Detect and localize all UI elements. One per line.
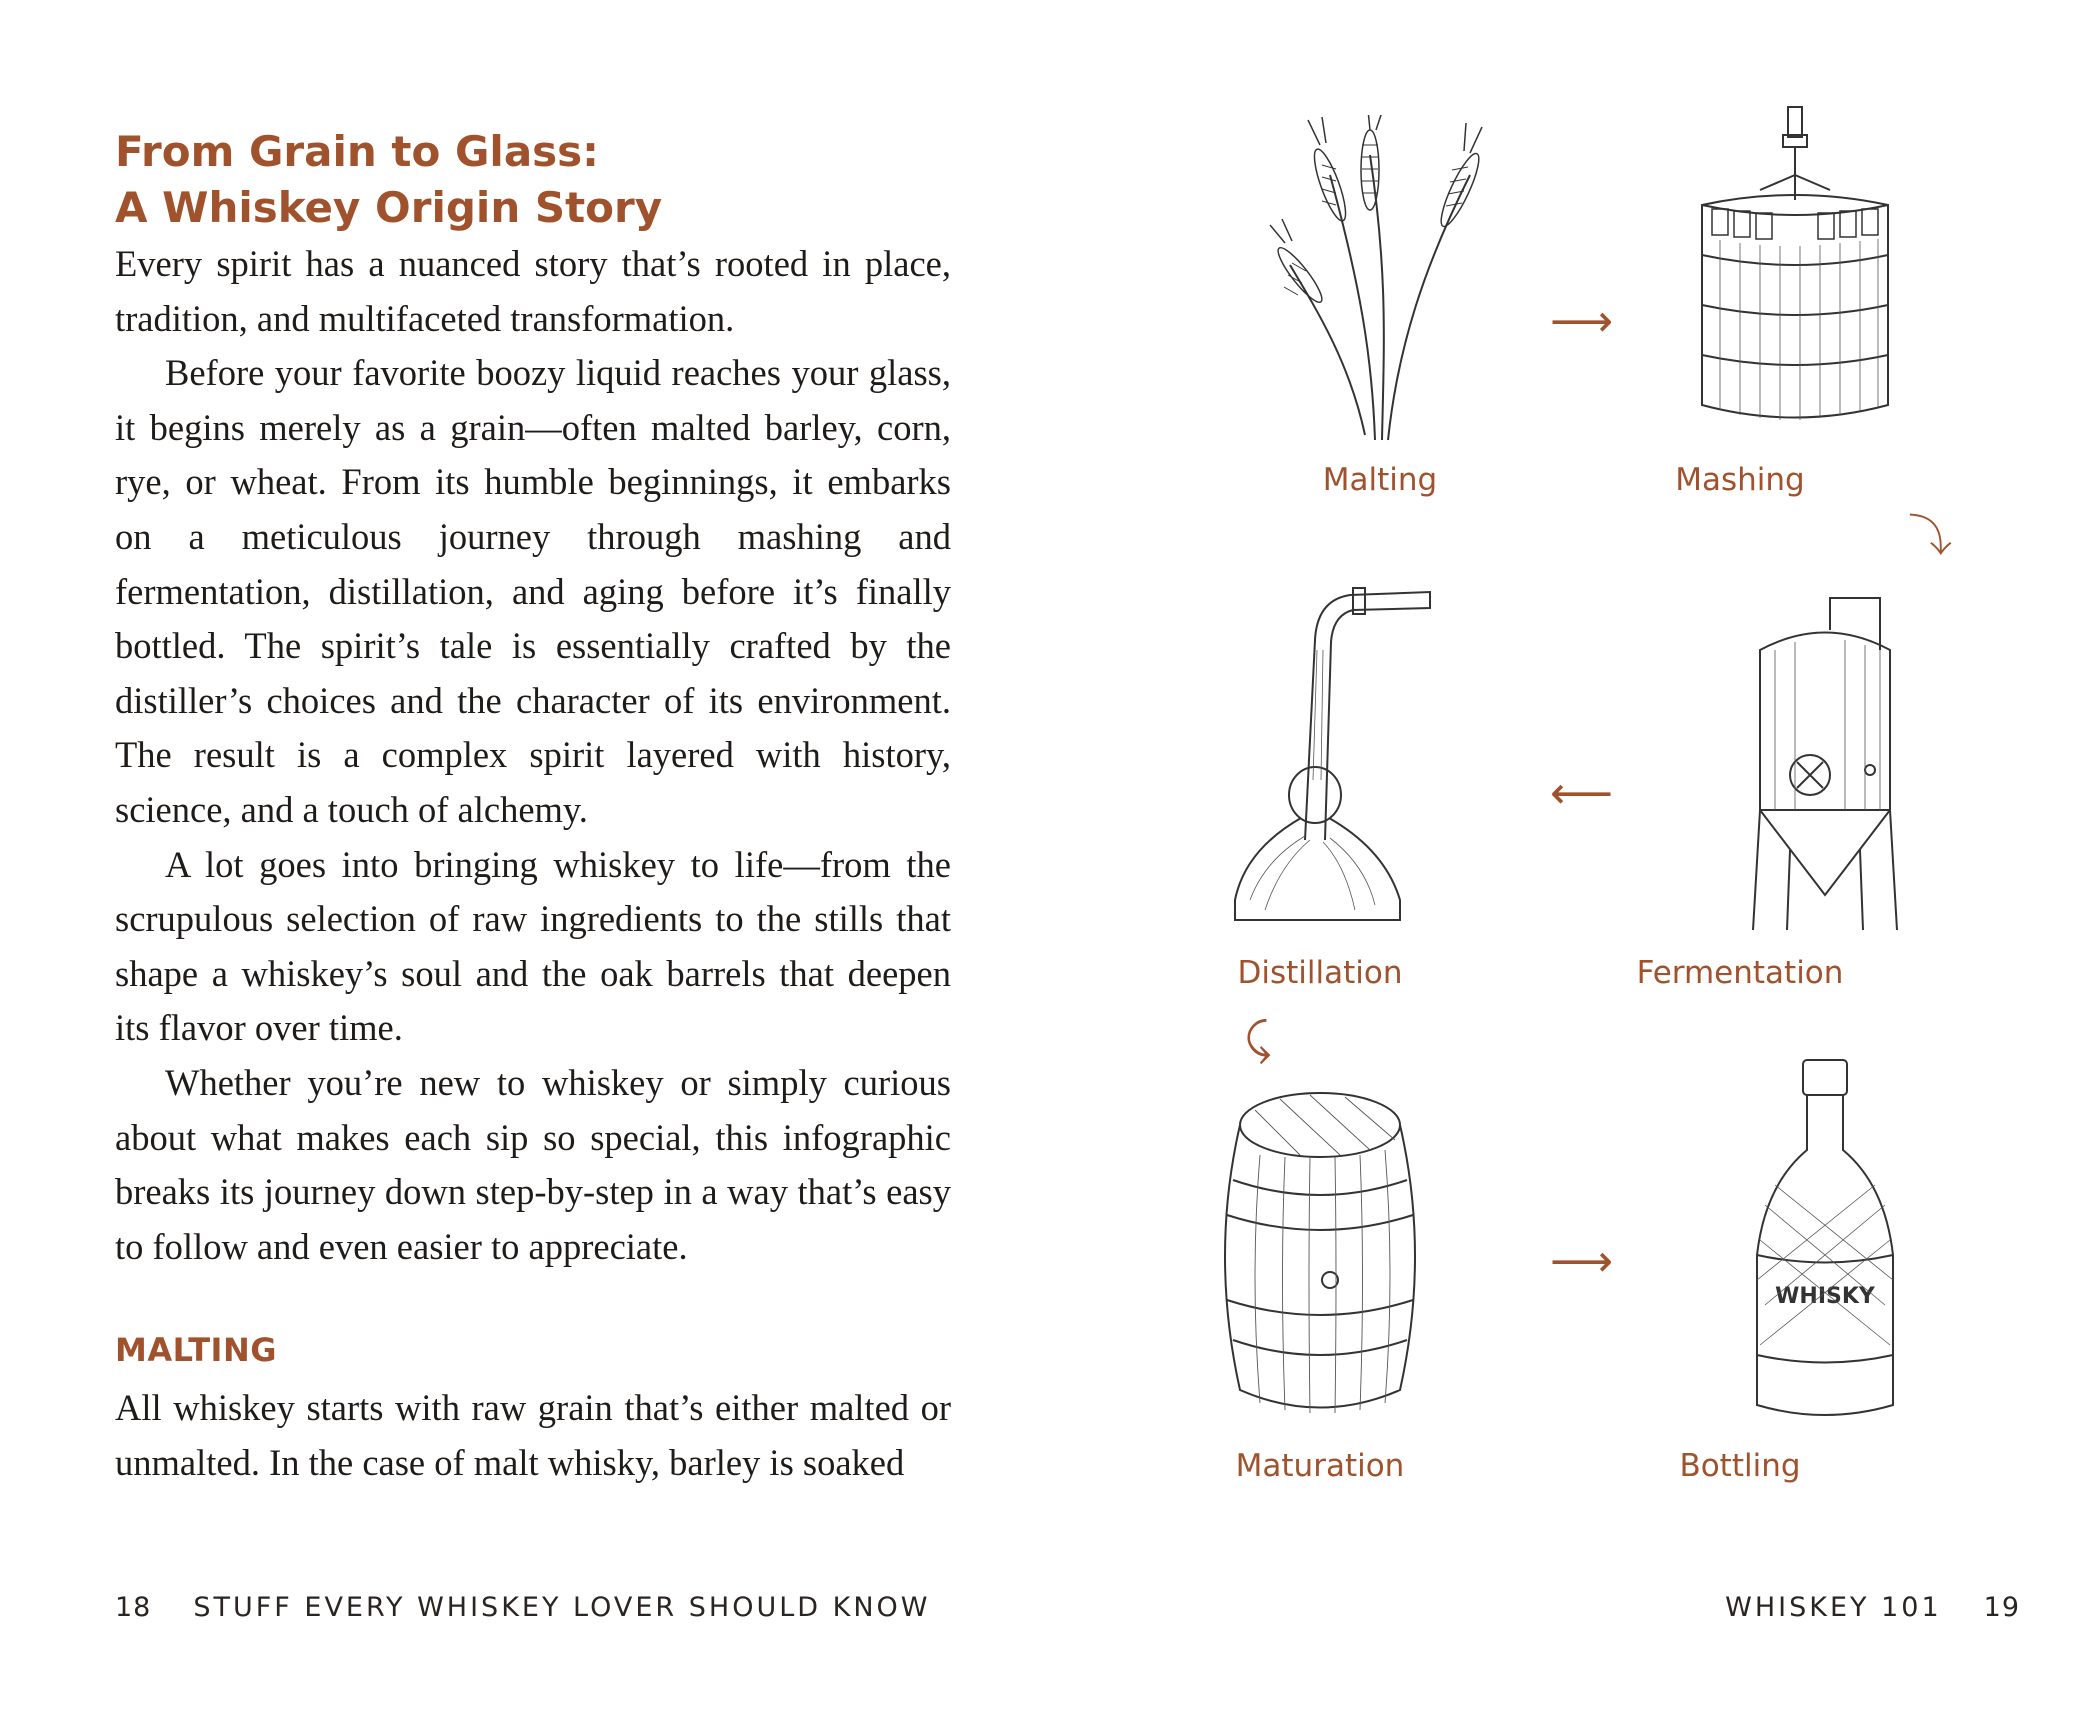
stage-malting: [1220, 115, 1540, 445]
bottle-icon: [1745, 1055, 1905, 1430]
malting-text: All whiskey starts with raw grain that’s either malted or unmalted. In the case of malt whisky, barley is soaked: [115, 1387, 951, 1483]
intro-body: [115, 237, 951, 1274]
label-fermentation: Fermentation: [1636, 955, 1844, 991]
barrel-icon: [1205, 1085, 1435, 1425]
label-bottling: Bottling: [1679, 1448, 1801, 1484]
barley-icon: [1260, 115, 1500, 445]
footer-left: [115, 1592, 931, 1623]
right-page: [1050, 0, 2100, 1725]
mash-tun-icon: [1690, 105, 1900, 435]
paragraph-4: Whether you’re new to whiskey or simply curious about what makes each sip so special, this infographic breaks its journey down step-by-step in a way that’s easy to follow and even easier to appreciate.: [115, 1061, 951, 1267]
label-mashing: Mashing: [1675, 462, 1805, 498]
pot-still-icon: [1205, 580, 1435, 930]
fermentation-tank-icon: [1745, 590, 1905, 940]
page-title: [115, 124, 955, 236]
arrow-curve-down-1: ⤵: [1908, 511, 1952, 562]
arrow-curve-down-2: ⤹: [1245, 1014, 1272, 1065]
section-heading-malting: MALTING: [115, 1331, 277, 1369]
title-line-2: A Whiskey Origin Story: [115, 183, 663, 232]
running-title-left: STUFF EVERY WHISKEY LOVER SHOULD KNOW: [193, 1592, 931, 1623]
arrow-right-2: ⟶: [1550, 1236, 1614, 1287]
page-number-right: 19: [1983, 1592, 2020, 1623]
label-malting: Malting: [1322, 462, 1438, 498]
footer-right: [1725, 1592, 2020, 1623]
running-title-right: WHISKEY 101: [1725, 1592, 1942, 1623]
stage-mashing: [1635, 105, 1955, 435]
paragraph-3: A lot goes into bringing whiskey to life—from the scrupulous selection of raw ingredients to the stills that shape a whiskey’s soul and the oak barrels that deepen its flavor over time.: [115, 843, 951, 1049]
arrow-left: ⟵: [1550, 768, 1614, 819]
stage-fermentation: [1665, 590, 1985, 940]
stage-distillation: [1160, 580, 1480, 930]
bottle-label-text: WHISKY: [1775, 1284, 1875, 1309]
label-maturation: Maturation: [1235, 1448, 1405, 1484]
stage-bottling: [1665, 1055, 1985, 1430]
label-distillation: Distillation: [1237, 955, 1403, 991]
arrow-right-1: ⟶: [1550, 296, 1614, 347]
page-number-left: 18: [115, 1592, 152, 1623]
stage-maturation: [1160, 1085, 1480, 1425]
title-line-1: From Grain to Glass:: [115, 127, 599, 176]
paragraph-2: Before your favorite boozy liquid reaches your glass, it begins merely as a grain—often malted barley, corn, rye, or wheat. From its humble beginnings, it embarks on a meticulous journey through mashing and fermentation, distillation, and aging before it’s finally bottled. The spirit’s tale is essentially crafted by the distiller’s choices and the character of its environment. The result is a complex spirit layered with history, science, and a touch of alchemy.: [115, 352, 951, 830]
paragraph-1: Every spirit has a nuanced story that’s rooted in place, tradition, and multifaceted transformation.: [115, 243, 951, 339]
